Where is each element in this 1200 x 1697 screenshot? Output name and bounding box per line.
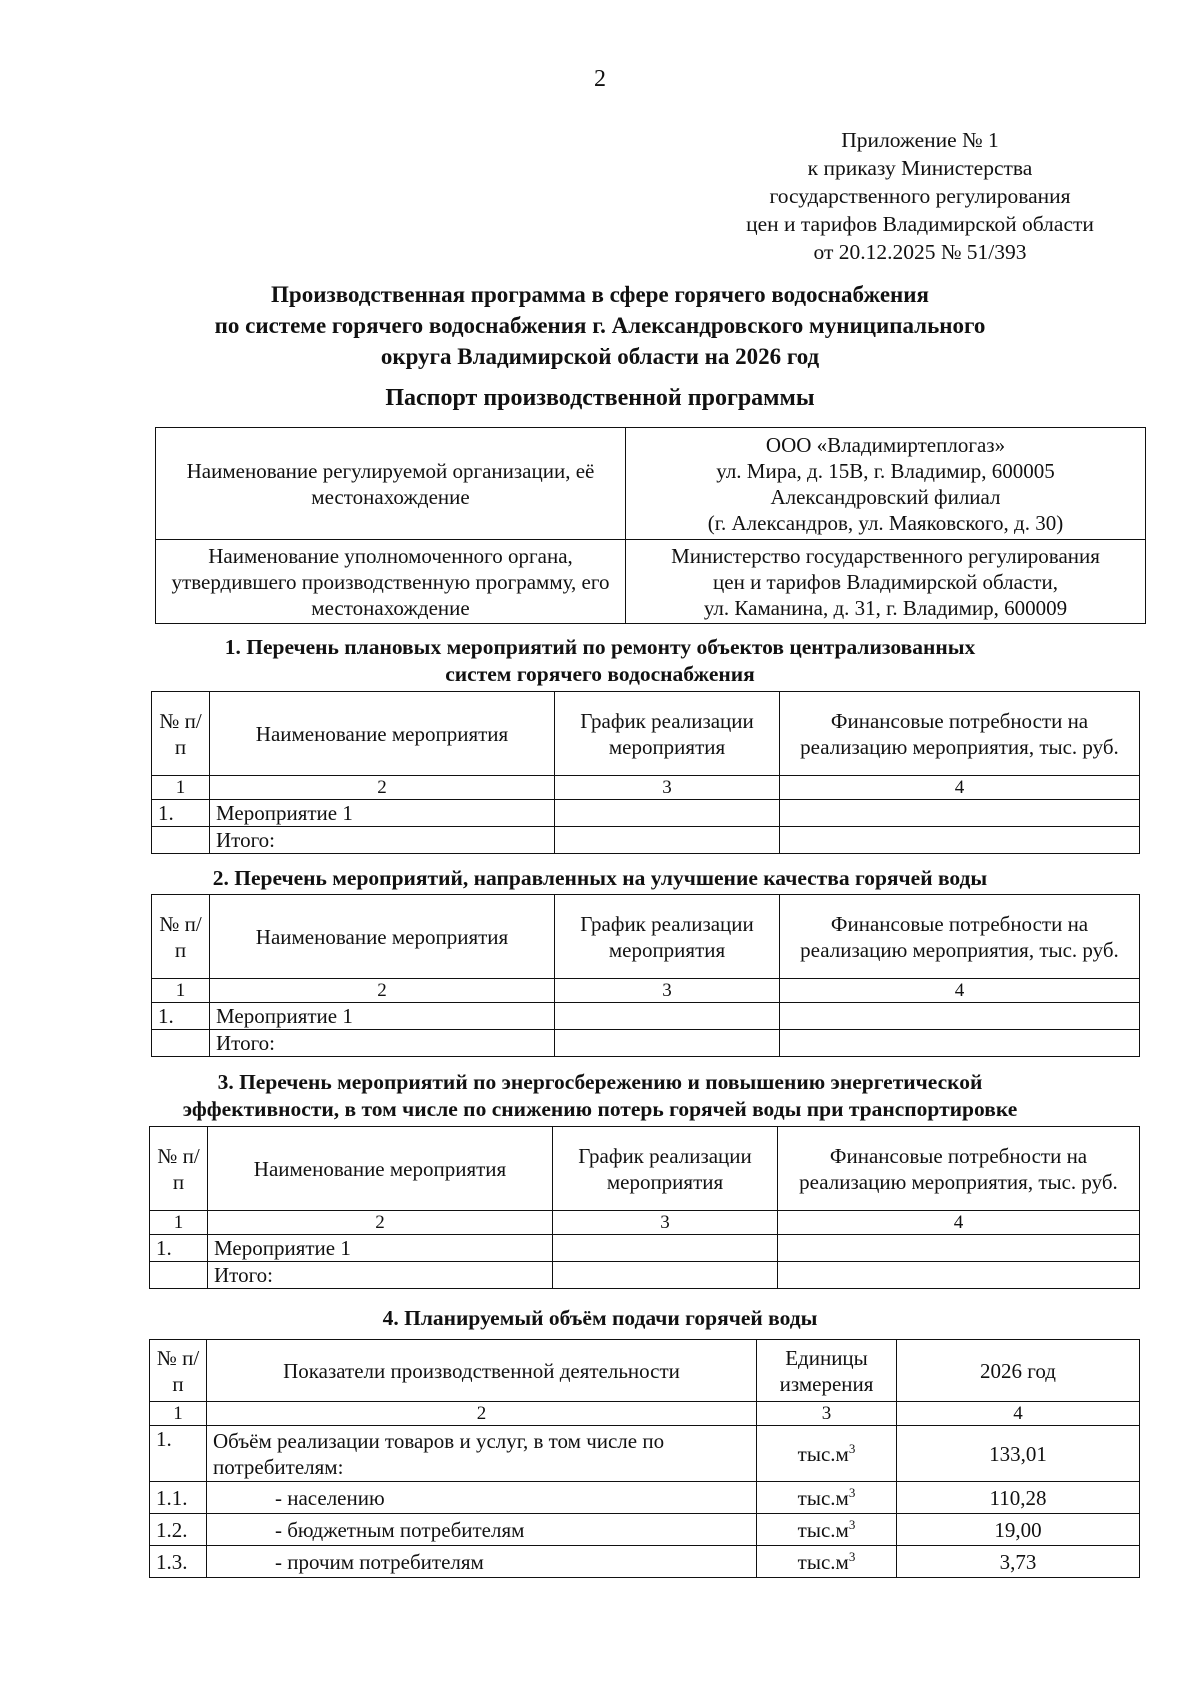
row-value: 110,28 bbox=[897, 1482, 1140, 1514]
row-indicator: - населению bbox=[207, 1482, 757, 1514]
title-line: Производственная программа в сфере горячего водоснабжения bbox=[271, 282, 929, 307]
col-index: 4 bbox=[780, 979, 1140, 1003]
total-num bbox=[152, 827, 210, 854]
col-index: 1 bbox=[152, 979, 210, 1003]
passport-authority-value bbox=[626, 540, 1146, 624]
header-name: Наименование мероприятия bbox=[208, 1127, 553, 1211]
row-value: 133,01 bbox=[897, 1426, 1140, 1482]
row-num: 1. bbox=[150, 1235, 208, 1262]
col-index: 4 bbox=[780, 776, 1140, 800]
row-schedule bbox=[553, 1235, 778, 1262]
total-label: Итого: bbox=[208, 1262, 553, 1289]
total-num bbox=[152, 1030, 210, 1057]
section3-table bbox=[149, 1126, 1140, 1289]
header-finance: Финансовые потребности на реализацию мероприятия, тыс. руб. bbox=[780, 692, 1140, 776]
passport-org-label: Наименование регулируемой организации, её местонахождение bbox=[156, 428, 626, 540]
total-finance bbox=[780, 827, 1140, 854]
passport-org-line: ул. Мира, д. 15В, г. Владимир, 600005 bbox=[716, 458, 1055, 483]
row-num: 1.2. bbox=[150, 1514, 207, 1546]
row-finance bbox=[780, 1003, 1140, 1030]
header-schedule: График реализации мероприятия bbox=[555, 895, 780, 979]
section2-title: 2. Перечень мероприятий, направленных на улучшение качества горячей воды bbox=[212, 866, 988, 890]
row-name: Мероприятие 1 bbox=[210, 1003, 555, 1030]
appendix-line: государственного регулирования bbox=[769, 184, 1071, 208]
row-num: 1.1. bbox=[150, 1482, 207, 1514]
col-index: 3 bbox=[555, 776, 780, 800]
unit-text: тыс.м bbox=[797, 1485, 849, 1510]
row-schedule bbox=[555, 1003, 780, 1030]
col-index: 2 bbox=[207, 1402, 757, 1426]
col-index: 3 bbox=[553, 1211, 778, 1235]
section1-title-line: систем горячего водоснабжения bbox=[445, 662, 755, 686]
appendix-line: от 20.12.2025 № 51/393 bbox=[813, 240, 1027, 264]
row-indicator: - прочим потребителям bbox=[207, 1546, 757, 1578]
row-unit bbox=[757, 1546, 897, 1578]
unit-sup: 3 bbox=[848, 1548, 856, 1564]
col-index: 1 bbox=[150, 1402, 207, 1426]
row-num: 1. bbox=[152, 1003, 210, 1030]
title-line: по системе горячего водоснабжения г. Александровского муниципального bbox=[214, 313, 986, 338]
section4-title: 4. Планируемый объём подачи горячей воды bbox=[382, 1306, 818, 1330]
row-value: 3,73 bbox=[897, 1546, 1140, 1578]
section2-table bbox=[151, 894, 1140, 1057]
unit-text: тыс.м bbox=[797, 1517, 849, 1542]
passport-org-line: (г. Александров, ул. Маяковского, д. 30) bbox=[707, 510, 1064, 535]
appendix-line: к приказу Министерства bbox=[807, 156, 1033, 180]
header-num: № п/п bbox=[150, 1127, 208, 1211]
passport-heading: Паспорт производственной программы bbox=[385, 385, 815, 411]
total-schedule bbox=[555, 827, 780, 854]
header-finance: Финансовые потребности на реализацию мероприятия, тыс. руб. bbox=[780, 895, 1140, 979]
passport-authority-line: цен и тарифов Владимирской области, bbox=[713, 569, 1058, 594]
col-index: 2 bbox=[208, 1211, 553, 1235]
passport-authority-line: Министерство государственного регулирования bbox=[671, 543, 1100, 568]
row-num: 1.3. bbox=[150, 1546, 207, 1578]
col-index: 2 bbox=[210, 776, 555, 800]
row-indicator: Объём реализации товаров и услуг, в том числе по потребителям: bbox=[207, 1426, 757, 1482]
appendix-line: цен и тарифов Владимирской области bbox=[746, 212, 1094, 236]
header-num: № п/п bbox=[152, 692, 210, 776]
col-index: 3 bbox=[757, 1402, 897, 1426]
header-year: 2026 год bbox=[897, 1340, 1140, 1402]
total-finance bbox=[778, 1262, 1140, 1289]
header-name: Наименование мероприятия bbox=[210, 895, 555, 979]
passport-org-value bbox=[626, 428, 1146, 540]
total-schedule bbox=[555, 1030, 780, 1057]
total-num bbox=[150, 1262, 208, 1289]
unit-sup: 3 bbox=[848, 1440, 856, 1456]
total-label: Итого: bbox=[210, 1030, 555, 1057]
document-title bbox=[120, 279, 1080, 372]
passport-org-line: Александровский филиал bbox=[770, 484, 1001, 509]
col-index: 4 bbox=[778, 1211, 1140, 1235]
header-num: № п/п bbox=[152, 895, 210, 979]
col-index: 4 bbox=[897, 1402, 1140, 1426]
page-number: 2 bbox=[594, 66, 606, 92]
section1-title-line: 1. Перечень плановых мероприятий по ремонту объектов централизованных bbox=[224, 635, 976, 659]
row-schedule bbox=[555, 800, 780, 827]
header-name: Наименование мероприятия bbox=[210, 692, 555, 776]
unit-text: тыс.м bbox=[797, 1441, 849, 1466]
unit-sup: 3 bbox=[848, 1516, 856, 1532]
section4-table bbox=[149, 1339, 1140, 1578]
row-finance bbox=[780, 800, 1140, 827]
section1-title bbox=[120, 634, 1080, 688]
section3-title-line: 3. Перечень мероприятий по энергосбережению и повышению энергетической bbox=[217, 1070, 983, 1094]
unit-sup: 3 bbox=[848, 1484, 856, 1500]
passport-authority-label: Наименование уполномоченного органа, утвердившего производственную программу, его местонахождение bbox=[156, 540, 626, 624]
row-finance bbox=[778, 1235, 1140, 1262]
header-schedule: График реализации мероприятия bbox=[555, 692, 780, 776]
row-name: Мероприятие 1 bbox=[210, 800, 555, 827]
appendix-block bbox=[700, 126, 1140, 266]
row-unit bbox=[757, 1482, 897, 1514]
row-indicator: - бюджетным потребителям bbox=[207, 1514, 757, 1546]
appendix-line: Приложение № 1 bbox=[841, 128, 999, 152]
row-unit bbox=[757, 1426, 897, 1482]
row-value: 19,00 bbox=[897, 1514, 1140, 1546]
col-index: 3 bbox=[555, 979, 780, 1003]
section1-table bbox=[151, 691, 1140, 854]
header-unit: Единицы измерения bbox=[757, 1340, 897, 1402]
section3-title bbox=[120, 1069, 1080, 1123]
col-index: 2 bbox=[210, 979, 555, 1003]
col-index: 1 bbox=[150, 1211, 208, 1235]
header-schedule: График реализации мероприятия bbox=[553, 1127, 778, 1211]
total-finance bbox=[780, 1030, 1140, 1057]
total-label: Итого: bbox=[210, 827, 555, 854]
row-num: 1. bbox=[152, 800, 210, 827]
row-unit bbox=[757, 1514, 897, 1546]
row-name: Мероприятие 1 bbox=[208, 1235, 553, 1262]
passport-authority-line: ул. Каманина, д. 31, г. Владимир, 600009 bbox=[703, 595, 1068, 620]
row-num: 1. bbox=[150, 1426, 207, 1482]
header-indicator: Показатели производственной деятельности bbox=[207, 1340, 757, 1402]
col-index: 1 bbox=[152, 776, 210, 800]
total-schedule bbox=[553, 1262, 778, 1289]
header-num: № п/п bbox=[150, 1340, 207, 1402]
passport-org-line: ООО «Владимиртеплогаз» bbox=[765, 432, 1006, 457]
unit-text: тыс.м bbox=[797, 1549, 849, 1574]
section3-title-line: эффективности, в том числе по снижению потерь горячей воды при транспортировке bbox=[182, 1097, 1018, 1121]
passport-table bbox=[155, 427, 1146, 624]
title-line: округа Владимирской области на 2026 год bbox=[380, 344, 820, 369]
header-finance: Финансовые потребности на реализацию мероприятия, тыс. руб. bbox=[778, 1127, 1140, 1211]
